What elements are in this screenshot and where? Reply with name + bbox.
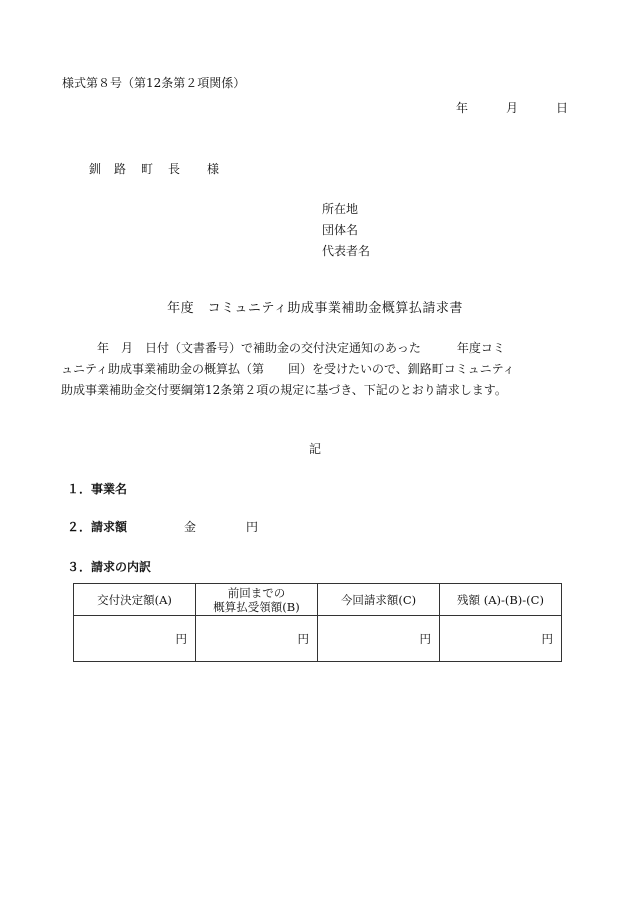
header-previous-received	[196, 584, 318, 616]
cell-decided-amount: 円	[74, 616, 196, 662]
item-claim-breakdown: ３．請求の内訳	[67, 560, 152, 574]
item-project-name: １．事業名	[67, 482, 128, 496]
cell-previous-received: 円	[196, 616, 318, 662]
addressee-char-4: 長	[168, 162, 181, 176]
addressee-char-1: 釧	[89, 162, 102, 176]
body-line-3: 助成事業補助金交付要綱第12条第２項の規定に基づき、下記のとおり請求します。	[61, 383, 507, 397]
addressee-honorific: 様	[207, 162, 220, 176]
header-remaining: 残額 (A)-(B)-(C)	[440, 584, 562, 616]
header-decided-amount: 交付決定額(A)	[74, 584, 196, 616]
representative-label: 代表者名	[322, 244, 371, 258]
body-paragraph	[61, 338, 569, 401]
cell-remaining: 円	[440, 616, 562, 662]
cell-current-claim: 円	[318, 616, 440, 662]
claim-amount-label: ２．請求額	[67, 520, 128, 534]
claim-amount-kin: 金	[184, 520, 197, 534]
applicant-block	[322, 199, 370, 262]
addressee-char-2: 路	[114, 162, 127, 176]
address-label: 所在地	[322, 202, 359, 216]
header-previous-line-2: 概算払受領額(B)	[213, 599, 300, 614]
claim-amount-yen: 円	[246, 520, 259, 534]
header-previous-line-1: 前回までの	[227, 585, 286, 600]
table-header-row	[74, 584, 562, 616]
document-title: 年度 コミュニティ助成事業補助金概算払請求書	[167, 301, 463, 316]
ki-heading: 記	[308, 442, 321, 456]
addressee-char-3: 町	[141, 162, 154, 176]
body-line-1: 年 月 日付（文書番号）で補助金の交付決定通知のあった 年度コミ	[61, 341, 505, 355]
date-year: 年	[456, 101, 469, 115]
form-number: 様式第８号（第12条第２項関係）	[62, 76, 246, 90]
claim-breakdown-table	[73, 583, 562, 662]
organization-label: 団体名	[322, 223, 359, 237]
body-line-2: ュニティ助成事業補助金の概算払（第 回）を受けたいので、釧路町コミュニティ	[61, 362, 515, 376]
date-month: 月	[506, 101, 519, 115]
date-day: 日	[556, 101, 569, 115]
item-claim-amount	[67, 518, 267, 535]
table-row	[74, 616, 562, 662]
header-current-claim: 今回請求額(C)	[318, 584, 440, 616]
